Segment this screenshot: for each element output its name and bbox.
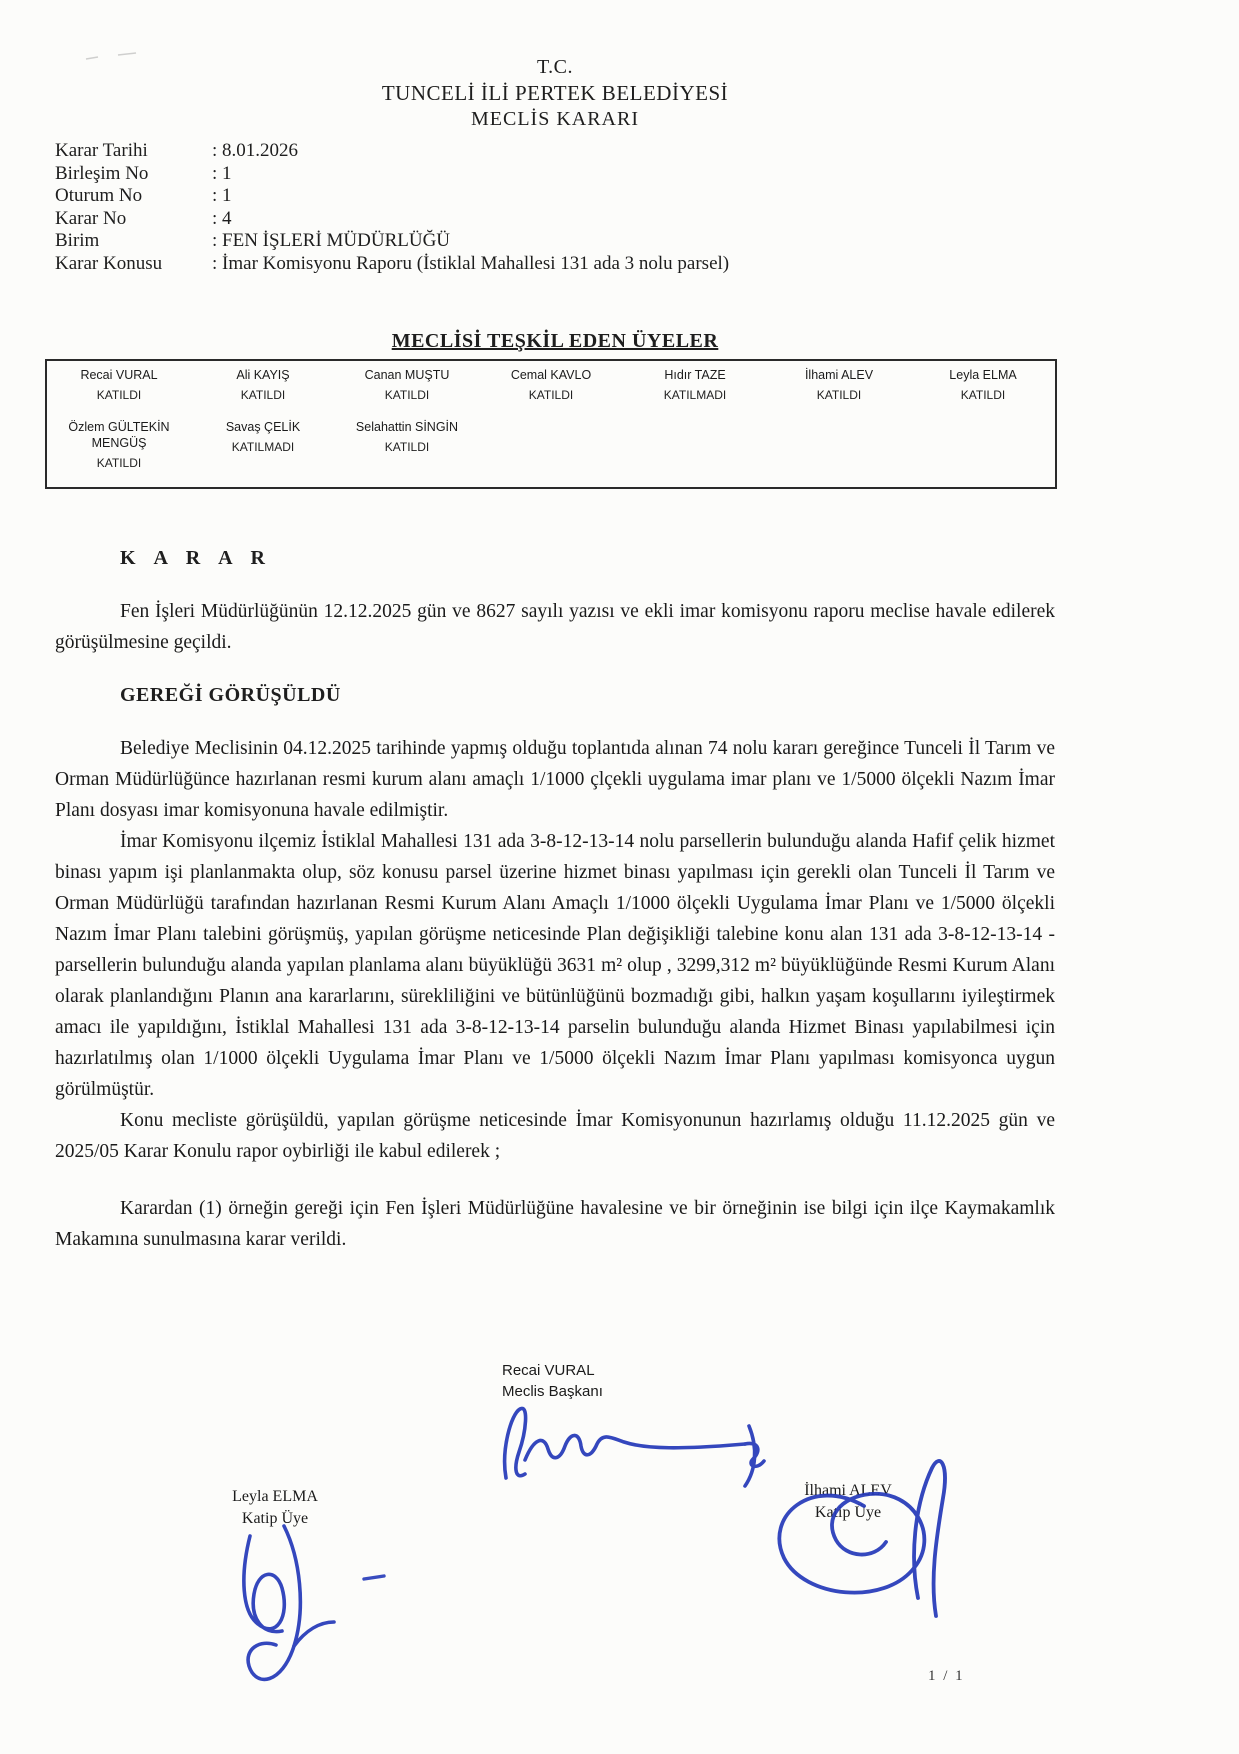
meta-label: Oturum No (55, 185, 143, 206)
meta-value: : 1 (212, 162, 232, 184)
member-attendance-status: KATILDI (384, 388, 430, 402)
member-cell (47, 419, 191, 471)
body-paragraph-2: İmar Komisyonu ilçemiz İstiklal Mahallesi 131 ada 3-8-12-13-14 nolu parsellerin bulunduğu alanda Hafif çelik hizmet binası yapım işi planlanmakta olup, söz konusu parsel üzerine hizmet binası yapılması için gerekli olan Tunceli İl Tarım ve Orman Müdürlüğü tarafından hazırlanan Resmi Kurum Alanı Amaçlı 1/1000 ölçekli Uygulama İmar Planı ve 1/5000 ölçekli Nazım İmar Planı talebini görüşmüş, yapılan görüşme neticesinde Plan değişikliği talebine konu alan 131 ada 3-8-12-13-14 - parsellerin bulunduğu alanda yapılan planlama alanı büyüklüğü 3631 m² olup , 3299,312 m² büyüklüğünde Resmi Kurum Alanı olarak planlandığını Planın ana kararlarını, sürekliliğini ve bütünlüğünü bozmadığı gibi, halkın yaşam koşullarını iyileştirmek amacı ile yapıldığını, İstiklal Mahallesi 131 ada 3-8-12-13-14 parselin bulunduğu alanda Hizmet Binası yapılabilmesi için hazırlatılmış olan 1/1000 ölçekli Uygulama İmar Planı ve 1/5000 ölçekli Nazım İmar Planı yapılması komisyonca uygun görülmüştür. (55, 831, 1055, 1100)
president-title: Meclis Başkanı (502, 1383, 603, 1400)
decision-metadata (55, 140, 1055, 275)
meta-label: Birim (55, 230, 100, 251)
member-cell (191, 419, 335, 471)
leyla-name: Leyla ELMA (232, 1488, 318, 1505)
meta-value: : İmar Komisyonu Raporu (İstiklal Mahallesi 131 ada 3 nolu parsel) (212, 252, 730, 274)
karar-section-heading: K A R A R (120, 547, 272, 569)
leyla-title: Katip Üye (241, 1510, 309, 1527)
member-name: Canan MUŞTU (364, 368, 450, 382)
ilhami-signature-ink (742, 1448, 962, 1630)
member-attendance-status: KATILDI (96, 388, 142, 402)
header-doc-type: MECLİS KARARI (470, 108, 639, 130)
ilhami-name: İlhami ALEV (804, 1482, 892, 1499)
header-tc: T.C. (536, 56, 574, 78)
president-signature-ink (486, 1398, 786, 1490)
meta-label: Birleşim No (55, 162, 149, 184)
member-attendance-status: KATILDI (816, 388, 862, 402)
meta-value: : FEN İŞLERİ MÜDÜRLÜĞÜ (212, 230, 451, 251)
member-cell (191, 367, 335, 403)
meta-row-birlesim-no (55, 163, 1055, 186)
member-cell (335, 419, 479, 471)
member-cell (767, 367, 911, 403)
member-attendance-status: KATILDI (96, 456, 142, 470)
member-cell (623, 367, 767, 403)
meta-row-oturum-no (55, 185, 1055, 208)
signature-block-ilhami (788, 1480, 908, 1524)
pen-mark (84, 50, 144, 62)
meta-value: : 1 (212, 185, 232, 206)
president-name: Recai VURAL (502, 1362, 595, 1379)
members-table-title: MECLİSİ TEŞKİL EDEN ÜYELER (391, 330, 719, 352)
members-row-1 (47, 367, 1055, 403)
document-header (55, 0, 1055, 132)
member-attendance-status: KATILDI (960, 388, 1006, 402)
member-attendance-status: KATILDI (384, 440, 430, 454)
page-number: 1 / 1 (928, 1668, 965, 1684)
member-name: Cemal KAVLO (510, 368, 592, 382)
meta-row-birim (55, 230, 1055, 253)
meta-label: Karar No (55, 207, 127, 229)
leyla-signature-dash (362, 1572, 388, 1584)
body-paragraph-3: Konu mecliste görüşüldü, yapılan görüşme neticesinde İmar Komisyonunun hazırlamış olduğu 11.12.2025 gün ve 2025/05 Karar Konulu rapor oybirliği ile kabul edilerek ; (55, 1110, 1055, 1162)
member-cell (479, 367, 623, 403)
member-name: Recai VURAL (80, 368, 158, 382)
meta-label: Karar Tarihi (55, 140, 148, 161)
members-row-2 (47, 419, 1055, 471)
member-cell (911, 367, 1055, 403)
geregi-section-heading: GEREĞİ GÖRÜŞÜLDÜ (120, 684, 341, 706)
member-cell (335, 367, 479, 403)
meta-value: : 8.01.2026 (212, 140, 299, 161)
meta-label: Karar Konusu (55, 252, 163, 274)
member-name: Leyla ELMA (949, 368, 1017, 382)
member-attendance-status: KATILDI (240, 388, 286, 402)
intro-paragraph: Fen İşleri Müdürlüğünün 12.12.2025 gün ve 8627 sayılı yazısı ve ekli imar komisyonu raporu meclise havale edilerek görüşülmesine geçildi. (55, 601, 1055, 653)
members-table (45, 359, 1057, 489)
meta-row-karar-tarihi (55, 140, 1055, 163)
member-name: Hıdır TAZE (664, 368, 726, 382)
body-paragraph-1: Belediye Meclisinin 04.12.2025 tarihinde yapmış olduğu toplantıda alınan 74 nolu kararı gereğince Tunceli İl Tarım ve Orman Müdürlüğünce hazırlanan resmi kurum alanı amaçlı 1/1000 çlçekli uygulama imar planı ve 1/5000 ölçekli Nazım İmar Planı dosyası imar komisyonuna havale edilmiştir. (55, 738, 1055, 821)
meta-row-karar-konusu (55, 253, 1055, 276)
leyla-signature-ink (216, 1518, 366, 1693)
signature-block-president (502, 1360, 603, 1402)
member-attendance-status: KATILDI (528, 388, 574, 402)
member-name: Özlem GÜLTEKİN MENGÜŞ (68, 420, 170, 450)
meta-row-karar-no (55, 208, 1055, 231)
member-name: Ali KAYIŞ (236, 368, 290, 382)
body-paragraph-4: Karardan (1) örneğin gereği için Fen İşleri Müdürlüğüne havalesine ve bir örneğinin ise bilgi için ilçe Kaymakamlık Makamına sunulmasına karar verildi. (55, 1198, 1055, 1250)
meta-value: : 4 (212, 207, 232, 229)
member-name: Selahattin SİNGİN (355, 420, 459, 434)
member-name: İlhami ALEV (804, 368, 874, 382)
member-name: Savaş ÇELİK (225, 420, 301, 434)
member-attendance-status: KATILMADI (663, 388, 727, 402)
signature-block-leyla (210, 1486, 340, 1530)
member-cell (47, 367, 191, 403)
ilhami-title: Katip Üye (814, 1504, 882, 1521)
member-attendance-status: KATILMADI (231, 440, 295, 454)
header-municipality: TUNCELİ İLİ PERTEK BELEDİYESİ (381, 81, 729, 105)
